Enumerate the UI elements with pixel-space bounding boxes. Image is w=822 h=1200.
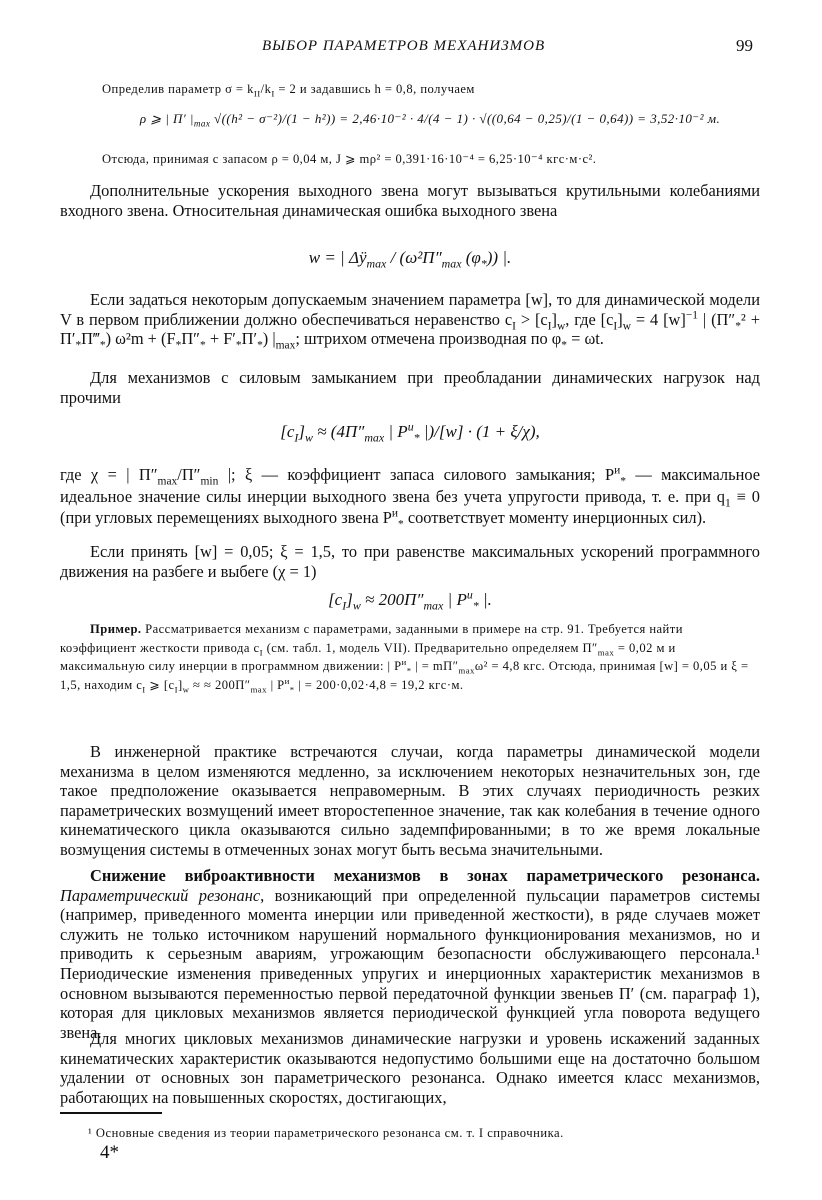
- page-number: 99: [736, 36, 753, 55]
- paragraph-cyclic-mechanisms: Для многих цикловых механизмов динамические нагрузки и уровень искажений заданных кинематических характеристик оказываются недопустимо большими еще на достаточно большом удалении от основных зон параметрического резонанса. Однако имеется класс механизмов, работающих на повышенных скоростях, достигающих,: [60, 1029, 760, 1107]
- equation-relative-error: w = | $\Delta ÿ_{max} / (\omega^2П''_{max}$ $(\varphi_*)$) |.: [308, 248, 512, 271]
- paragraph-if-accept: Если принять [w] = 0,05; ξ = 1,5, то при равенстве максимальных ускорений программного движения на разбеге и выбеге (χ = 1): [60, 542, 760, 581]
- paragraph-engineering-practice: В инженерной практике встречаются случаи, когда параметры динамической модели механизма в целом изменяются медленно, за исключением некоторых незначительных зон, где такое предположение оказывается неправомерным. В этих случаях периодичность резких параметрических возмущений имеет второстепенное значение, так как колебания в течение одного кинематического цикла оказываются сильно задемпфированными; в то же время локальные возмущения системы в отмеченных зонах могут быть весьма значительными.: [60, 742, 760, 859]
- equation-stiffness: $[c_I]_w \approx (4П''_{max}$ | $P^и_*$ |)/[w] · (1 + ξ/χ),: [280, 419, 540, 445]
- running-head: ВЫБОР ПАРАМЕТРОВ МЕХАНИЗМОВ: [262, 38, 546, 54]
- equation-rho: ρ ⩾ | П′ $|_{max}$ √((h² − σ⁻²)/(1 − h²)) = 2,46·10⁻² · 4/(4 − 1) · √((0,64 − 0,25)/(1 − 0,64)) = 3,52·10⁻² м.: [139, 111, 721, 129]
- parameter-line: Определив параметр $\sigma = k_{II}/k_I = 2$ и задавшись h = 0,8, получаем: [102, 82, 475, 99]
- example-block: Пример. Рассматривается механизм с параметрами, заданными в примере на стр. 91. Требуется найти коэффициент жесткости привода $c_I$ (см. табл. 1, модель VII). Предварительно определяем $П''_{max} = 0,02$ м и максимальную силу инерции в программном движении: | $P^и_*$ | = $mП''_{max}\omega^2 = 4,8$ кгс. Отсюда, принимая [w] = 0,05 и ξ = 1,5, находим $c_I$ ⩾ $[c_I]_w$ ≈ ≈ $200П''_{max}$ | $P^и_*$ | = 200·0,02·4,8 = 19,2 кгс·м.: [60, 622, 749, 695]
- paragraph-parametric-resonance: Снижение виброактивности механизмов в зонах параметрического резонанса. Параметрический резонанс, возникающий при определенной пульсации параметров системы (например, приведенного момента инерции или приведенной жесткости), в ряде случаев может служить не только источником нарушений нормального функционирования механизмов, но и приводить к серьезным авариям, угрожающим безопасности обслуживающего персонала.¹ Периодические изменения приведенных упругих и инерционных характеристик механизмов в основном вызываются переменностью первой передаточной функции звеньев П′ (см. параграф 1), которая для цикловых механизмов является периодической функцией угла поворота ведущего звена.: [60, 866, 760, 1042]
- paragraph-additional-accel: Дополнительные ускорения выходного звена могут вызываться крутильными колебаниями входного звена. Относительная динамическая ошибка выходного звена: [60, 181, 760, 220]
- paragraph-force-closure: Для механизмов с силовым замыканием при преобладании динамических нагрузок над прочими: [60, 368, 760, 407]
- equation-approximation: $[c_I]_w \approx 200П''_{max}$ | $P^и_*$ |.: [328, 587, 492, 613]
- paragraph-where: где χ = | $П''_{max}/П''_{min}$ |; ξ — коэффициент запаса силового замыкания; $P^и_*$ — максимальное идеальное значение силы инерции выходного звена без учета упругости привода, т. е. при $q_1 \equiv 0$ (при угловых перемещениях выходного звена $P^и_*$ соответствует моменту инерционных сил).: [60, 464, 761, 531]
- signature-mark: 4*: [100, 1142, 119, 1163]
- footnote-rule: [60, 1112, 162, 1114]
- footnote: ¹ Основные сведения из теории параметрического резонанса см. т. I справочника.: [88, 1126, 564, 1140]
- result-line: Отсюда, принимая с запасом ρ = 0,04 м, J ⩾ mρ² = 0,391·16·10⁻⁴ = 6,25·10⁻⁴ кгс·м·с².: [102, 152, 597, 166]
- paragraph-inequality: Если задаться некоторым допускаемым значением параметра [w], то для динамической модели V в первом приближении должно обеспечиваться неравенство $c_I > [c_I]_w$, где $[c_I]_w = 4$ $[w]^{-1}$ | ($П''_*^2$ + $П'_*П‴_*$) $\omega^2m + (F_*П''_* + F'_*П'_*)$ $|_{max}$; штрихом отмечена производная по $\varphi_* = \omega t$.: [60, 290, 760, 352]
